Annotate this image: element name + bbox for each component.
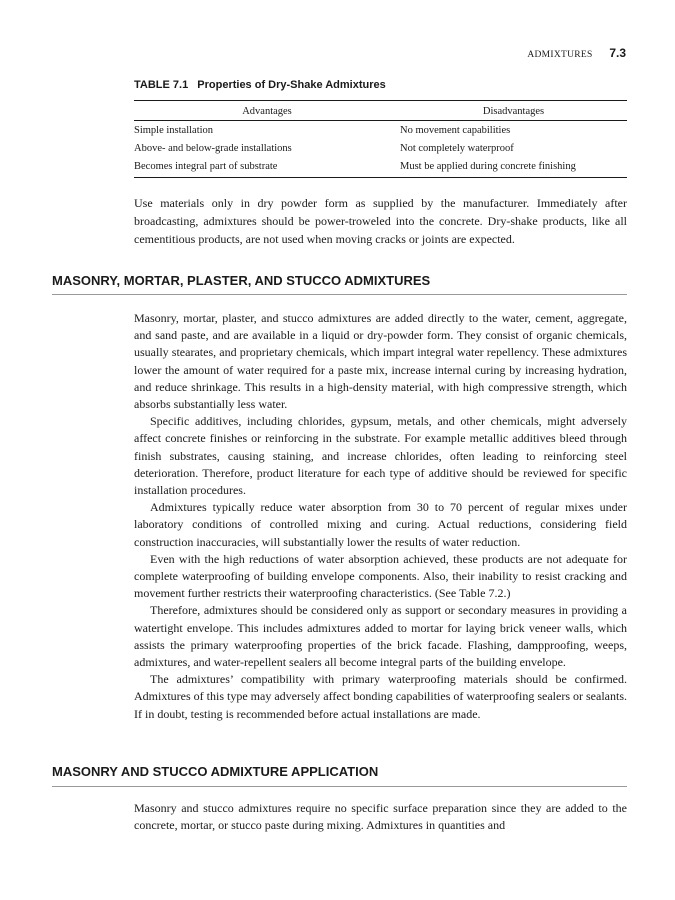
table-cell-advantage: Becomes integral part of substrate [134, 157, 400, 178]
table-title: Properties of Dry-Shake Admixtures [197, 79, 386, 91]
section-heading-masonry-admixtures: MASONRY, MORTAR, PLASTER, AND STUCCO ADMIXTURES [52, 273, 431, 288]
table-row [134, 121, 627, 140]
page-number: 7.3 [609, 46, 626, 60]
section-heading-admixture-application: MASONRY AND STUCCO ADMIXTURE APPLICATION [52, 764, 379, 779]
table-number: TABLE 7.1 [134, 79, 189, 91]
section-body-admixture-application [134, 800, 627, 834]
body-paragraph: Specific additives, including chlorides, gypsum, metals, and other chemicals, might adversely affect concrete finishes or reinforcing in the substrate. For example metallic additives bleed through finish substrates, causing staining, and increase chlorides, often leading to reinforcing steel deterioration. Therefore, product literature for each type of additive should be reviewed for specific installation procedures. [134, 414, 627, 498]
body-paragraph: Masonry and stucco admixtures require no specific surface preparation since they are added to the concrete, mortar, or stucco paste during mixing. Admixtures in quantities and [134, 801, 627, 833]
table-cell-disadvantage: No movement capabilities [400, 125, 511, 136]
section-divider [52, 786, 627, 787]
section-body-masonry-admixtures [134, 310, 627, 723]
table-cell-advantage: Above- and below-grade installations [134, 143, 292, 154]
table-caption [134, 79, 386, 91]
table-cell-disadvantage: Must be applied during concrete finishing [400, 157, 627, 178]
section-divider [52, 294, 627, 295]
table-header-disadvantages: Disadvantages [400, 101, 627, 121]
running-header-section: ADMIXTURES [527, 50, 593, 60]
intro-paragraph: Use materials only in dry powder form as supplied by the manufacturer. Immediately after broadcasting, admixtures should be power-troweled into the concrete. Dry-shake products, like all cementitious products, are not used when moving cracks or joints are expected. [134, 196, 627, 246]
body-paragraph: Even with the high reductions of water absorption achieved, these products are not adequate for complete waterproofing of building envelope components. Also, their inability to resist cracking and movement further restricts their waterproofing characteristics. (See Table 7.2.) [134, 551, 627, 601]
running-header [527, 46, 626, 60]
table-row [134, 139, 627, 157]
table-row [134, 157, 627, 178]
table-cell-advantage: Simple installation [134, 125, 214, 136]
body-paragraph: Masonry, mortar, plaster, and stucco admixtures are added directly to the water, cement, aggregate, and sand paste, and are available in a liquid or dry-powder form. They consist of organic chemicals, usually stearates, and proprietary chemicals, which impart integral water repellency. These admixtures lower the amount of water required for a paste mix, increase internal curing by increasing hydration, and reduce shrinkage. This results in a high-density material, with high compressive strength, which absorbs substantially less water. [134, 311, 627, 412]
body-paragraph: The admixtures’ compatibility with primary waterproofing materials should be confirmed. Admixtures of this type may adversely affect bonding capabilities of waterproofing sealers or sealants. If in doubt, testing is recommended before actual installations are made. [134, 672, 627, 721]
body-paragraph: Therefore, admixtures should be considered only as support or secondary measures in providing a watertight envelope. This includes admixtures added to mortar for laying brick veneer walls, which assists the primary waterproofing properties of the brick facade. Flashing, dampproofing, weeps, admixtures, and water-repellent sealers all become integral parts of the building envelope. [134, 603, 627, 670]
table-header-advantages: Advantages [134, 101, 400, 121]
properties-table [134, 100, 627, 178]
table-cell-disadvantage: Not completely waterproof [400, 143, 514, 154]
body-paragraph: Admixtures typically reduce water absorption from 30 to 70 percent of regular mixes under laboratory conditions of controlled mixing and curing. Actual reductions, considering field construction inaccuracies, will substantially lower the results of water reduction. [134, 500, 627, 549]
table-header-row [134, 101, 627, 121]
